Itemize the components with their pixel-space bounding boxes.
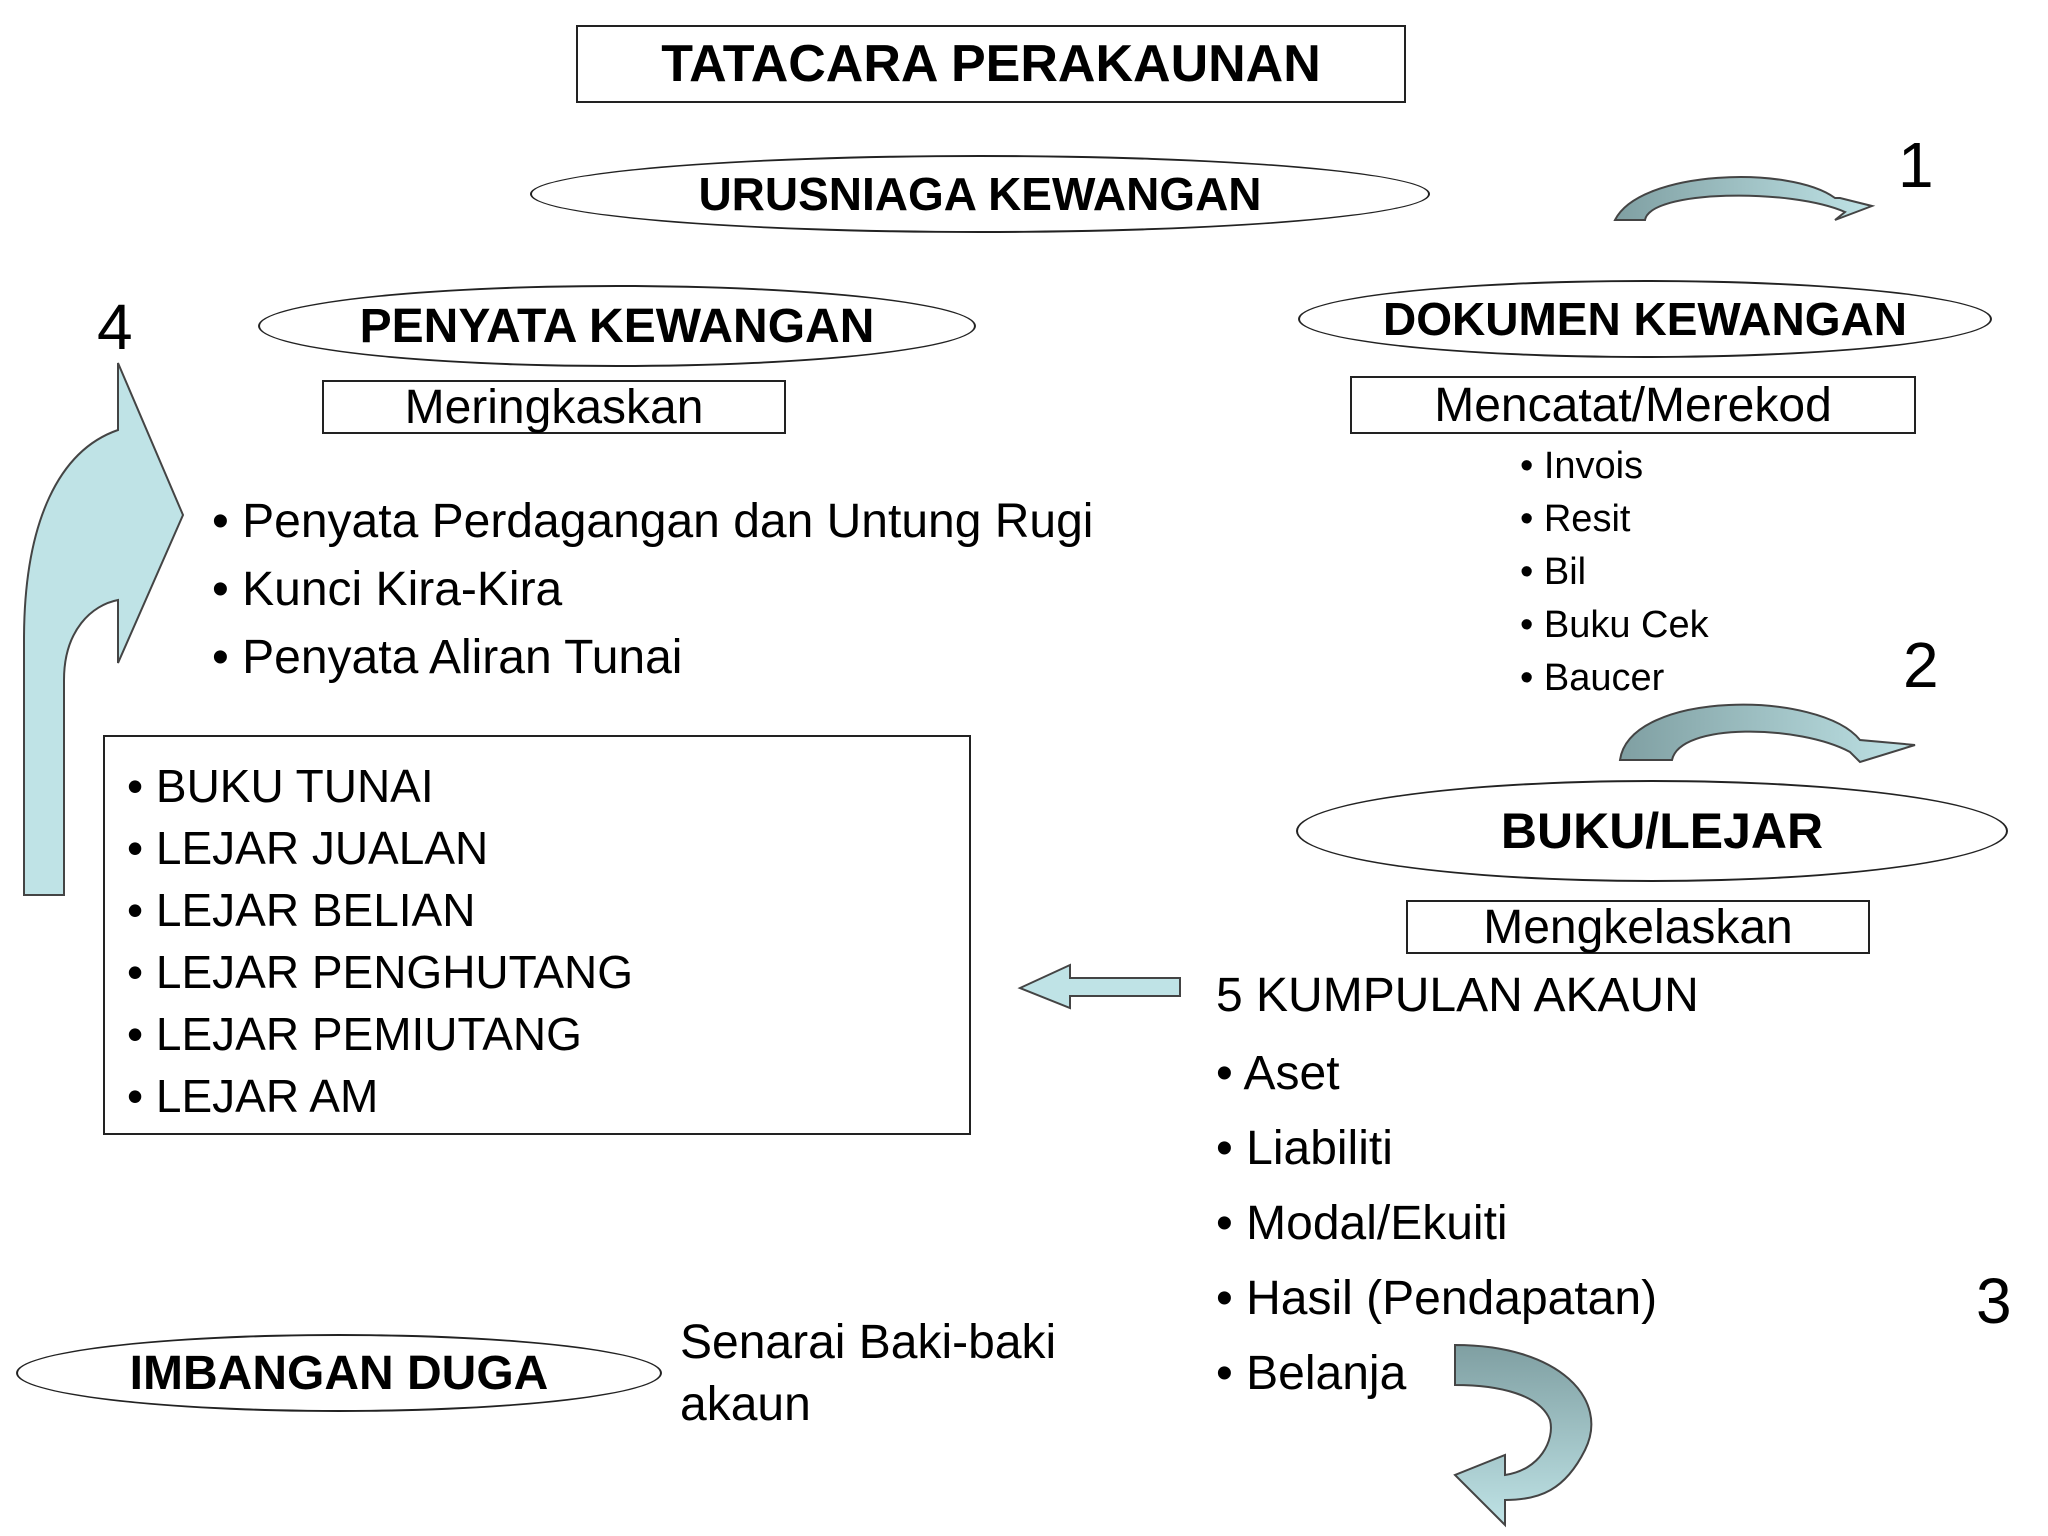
list-item: • Penyata Perdagangan dan Untung Rugi (212, 495, 1094, 548)
akaun-list (1216, 1036, 1657, 1411)
penyata-action-box (322, 380, 786, 434)
imbangan-label: IMBANGAN DUGA (129, 1346, 549, 1400)
urusniaga-ellipse (530, 155, 1430, 233)
list-item: • LEJAR AM (127, 1070, 379, 1122)
list-item: • Aset (1216, 1047, 1340, 1100)
penyata-ellipse (258, 285, 976, 367)
ledger-list (127, 755, 633, 1127)
step-number-2: 2 (1903, 629, 1939, 701)
title-text: TATACARA PERAKAUNAN (661, 35, 1321, 93)
left-arrow (1020, 965, 1180, 1008)
penyata-action: Meringkaskan (404, 380, 704, 434)
list-item: • LEJAR PENGHUTANG (127, 946, 633, 998)
list-item: • Hasil (Pendapatan) (1216, 1272, 1658, 1325)
buku-lejar-label: BUKU/LEJAR (1500, 803, 1824, 859)
penyata-list (212, 488, 1093, 692)
buku-lejar-action-box (1406, 900, 1870, 954)
list-item: • Buku Cek (1520, 604, 1709, 646)
curved-arrow-step-1 (1615, 177, 1872, 220)
list-item: • Resit (1520, 498, 1631, 540)
buku-lejar-action: Mengkelaskan (1483, 900, 1793, 954)
dokumen-ellipse (1298, 280, 1992, 358)
list-item: • LEJAR BELIAN (127, 884, 476, 936)
dokumen-action-box (1350, 376, 1916, 434)
list-item: • LEJAR PEMIUTANG (127, 1008, 582, 1060)
penyata-label: PENYATA KEWANGAN (359, 299, 875, 353)
imbangan-note-line-1: Senarai Baki-baki (680, 1316, 1057, 1369)
ledger-box (103, 735, 971, 1135)
list-item: • Penyata Aliran Tunai (212, 631, 683, 684)
list-item: • Kunci Kira-Kira (212, 563, 563, 616)
step-number-3: 3 (1976, 1265, 2012, 1337)
list-item: • Liabiliti (1216, 1122, 1393, 1175)
dokumen-label: DOKUMEN KEWANGAN (1383, 293, 1907, 345)
step-number-4: 4 (97, 291, 133, 363)
step-number-1: 1 (1898, 129, 1934, 201)
dokumen-list (1520, 440, 1709, 705)
buku-lejar-ellipse (1296, 780, 2008, 882)
list-item: • Belanja (1216, 1347, 1407, 1400)
list-item: • Modal/Ekuiti (1216, 1197, 1508, 1250)
page-title (576, 25, 1406, 103)
imbangan-note (680, 1312, 1056, 1436)
list-item: • Invois (1520, 445, 1644, 487)
imbangan-ellipse (16, 1334, 662, 1412)
list-item: • BUKU TUNAI (127, 760, 434, 812)
dokumen-action: Mencatat/Merekod (1434, 378, 1832, 432)
urusniaga-label: URUSNIAGA KEWANGAN (698, 168, 1262, 220)
imbangan-note-line-2: akaun (680, 1378, 811, 1431)
akaun-heading: 5 KUMPULAN AKAUN (1216, 969, 1699, 1022)
list-item: • Bil (1520, 551, 1587, 593)
list-item: • Baucer (1520, 657, 1665, 699)
list-item: • LEJAR JUALAN (127, 822, 489, 874)
curved-arrow-step-2 (1620, 705, 1915, 762)
